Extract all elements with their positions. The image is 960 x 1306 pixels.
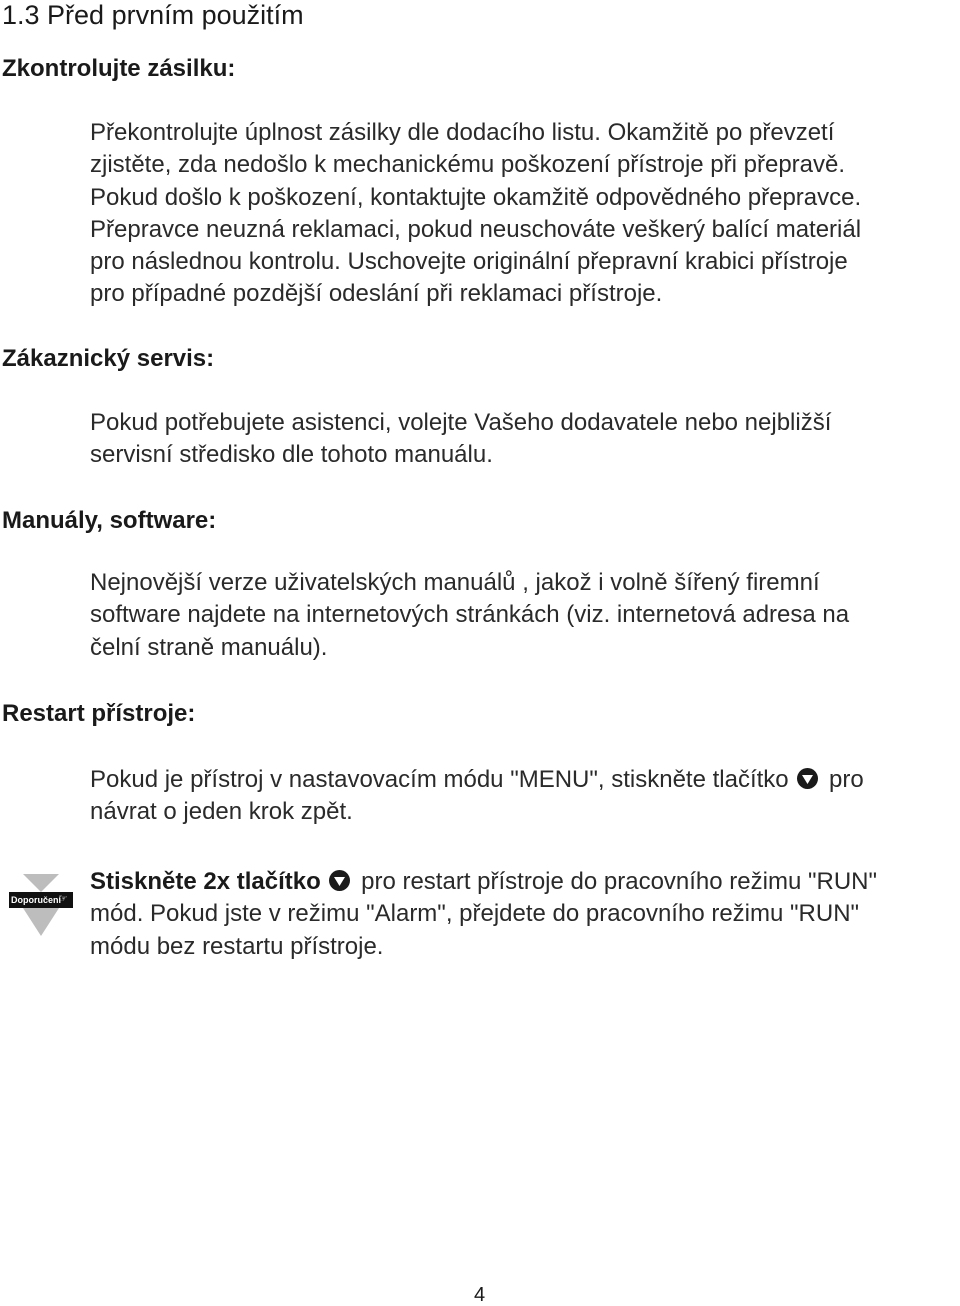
text-line: zjistěte, zda nedošlo k mechanickému poškození přístroje při přepravě. xyxy=(90,151,846,179)
text-line: čelní straně manuálu). xyxy=(90,633,328,661)
recommendation-icon xyxy=(9,874,73,936)
recommendation-body xyxy=(90,866,960,963)
text-line: návrat o jeden krok zpět. xyxy=(90,798,353,826)
text-line xyxy=(90,764,960,796)
text-line: software najdete na internetových stránkách (viz. internetová adresa na xyxy=(90,601,850,629)
text-line: Pokud došlo k poškození, kontaktujte okamžitě odpovědného přepravce. xyxy=(90,183,862,211)
restart-text-before: Pokud je přístroj v nastavovacím módu "MENU", stiskněte tlačítko xyxy=(90,766,789,793)
text-line: mód. Pokud jste v režimu "Alarm", přejdete do pracovního režimu "RUN" xyxy=(90,900,860,928)
section-body-manuals xyxy=(90,567,960,664)
section-body-customer-service xyxy=(90,407,960,472)
recommendation-icon-label: Doporučení xyxy=(11,895,62,905)
text-line: servisní středisko dle tohoto manuálu. xyxy=(90,441,493,469)
section-heading-customer-service: Zákaznický servis: xyxy=(2,345,215,372)
text-line: Překontrolujte úplnost zásilky dle dodacího listu. Okamžitě po převzetí xyxy=(90,119,835,146)
section-heading-manuals: Manuály, software: xyxy=(2,507,217,534)
text-line xyxy=(90,866,960,898)
section-body-shipment xyxy=(90,117,960,311)
hand-pointer-icon: ☞ xyxy=(58,893,68,905)
text-line: Nejnovější verze uživatelských manuálů , jakož i volně šířený firemní xyxy=(90,569,820,596)
section-heading-restart: Restart přístroje: xyxy=(2,700,196,727)
recommendation-bold: Stiskněte 2x tlačítko xyxy=(90,868,321,895)
down-button-icon xyxy=(797,768,818,789)
section-body-restart xyxy=(90,764,960,829)
recommendation-text-after: pro restart přístroje do pracovního režimu "RUN" xyxy=(361,868,878,895)
page-number: 4 xyxy=(474,1284,486,1306)
text-line: módu bez restartu přístroje. xyxy=(90,932,384,960)
text-line: pro případné pozdější odeslání při reklamaci přístroje. xyxy=(90,280,663,308)
page-title: 1.3 Před prvním použitím xyxy=(2,0,304,30)
down-button-icon xyxy=(329,870,350,891)
text-line: pro následnou kontrolu. Uschovejte originální přepravní krabici přístroje xyxy=(90,248,848,276)
text-line: Přepravce neuzná reklamaci, pokud neuschováte veškerý balící materiál xyxy=(90,215,862,243)
restart-text-after: pro xyxy=(828,766,864,793)
section-heading-shipment: Zkontrolujte zásilku: xyxy=(2,55,236,82)
text-line: Pokud potřebujete asistenci, volejte Vašeho dodavatele nebo nejbližší xyxy=(90,409,832,436)
